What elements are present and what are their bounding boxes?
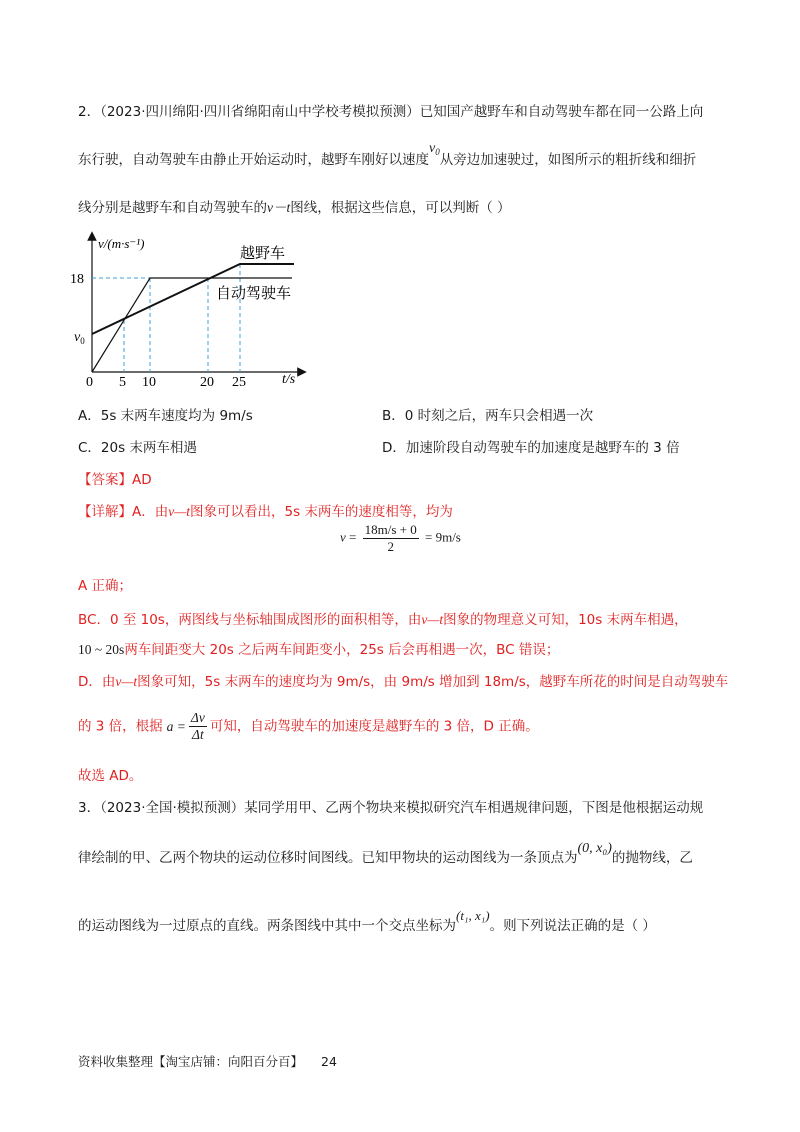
q3-source: （2023·全国·模拟预测）: [100, 800, 245, 816]
detail-a1: A．由: [132, 504, 169, 520]
graph-ylabel: v/(m·s⁻¹): [98, 236, 145, 251]
q3-line1: [78, 796, 703, 816]
q3-point: (t₁, x₁): [456, 908, 490, 923]
eq-num: 18m/s + 0: [364, 522, 417, 537]
q2-d-line1: [78, 670, 728, 690]
q2-v0: [429, 141, 440, 156]
q2-detail-a: [78, 500, 453, 520]
q2-line3: [78, 196, 511, 216]
q2-number: 2．: [78, 104, 101, 120]
q3-line2-b: 的抛物线，乙: [611, 850, 693, 866]
graph-yv0-symbol: v: [74, 330, 81, 345]
graph-yv0: [74, 330, 85, 346]
page-number: 24: [321, 1054, 337, 1069]
d2-b: 可知，自动驾驶车的加速度是越野车的 3 倍，D 正确。: [209, 718, 539, 735]
q2-line3-b: 图线，根据这些信息，可以判断（ ）: [290, 200, 511, 216]
detail-a2: 图象可以看出，5s 末两车的速度相等，均为: [190, 504, 453, 520]
q2-option-d[interactable]: D．加速阶段自动驾驶车的加速度是越野车的 3 倍: [382, 440, 680, 456]
bc2-range: 10 ~ 20s: [78, 642, 125, 657]
q2-line2-b: 从旁边加速驶过，如图所示的粗折线和细折: [439, 152, 697, 168]
vt-graph: [70, 228, 310, 388]
q3-line2: [78, 841, 693, 867]
q2-line2-a: 东行驶，自动驾驶车由静止开始运动时，越野车刚好以速度: [78, 152, 429, 168]
eq-den: 2: [387, 539, 394, 554]
q2-option-a[interactable]: A．5s 末两车速度均为 9m/s: [78, 408, 253, 424]
bc1-vt: v—t: [421, 612, 444, 627]
graph-x0: 0: [86, 375, 93, 388]
q2-conclusion: 故选 AD。: [78, 768, 143, 784]
q3-line3-a: 的运动图线为一过原点的直线。两条图线中其中一个交点坐标为: [78, 918, 456, 934]
q3-number: 3．: [78, 800, 101, 816]
graph-x20: 20: [200, 375, 214, 388]
d2-num: Δv: [190, 710, 205, 725]
eq-v: v: [340, 529, 346, 545]
bc1-b: 图象的物理意义可知，10s 末两车相遇，: [443, 612, 688, 628]
graph-x25: 25: [232, 375, 246, 388]
q3-vertex: (0, x₀): [577, 841, 612, 856]
q2-line3-a: 线分别是越野车和自动驾驶车的: [78, 200, 267, 216]
d2-den: Δt: [192, 727, 204, 742]
q2-line2: [78, 141, 697, 169]
detail-vt: v—t: [168, 504, 190, 519]
eq-fraction: [363, 522, 419, 555]
q2-d-line2: [78, 710, 539, 743]
label-offroad: 越野车: [240, 246, 286, 262]
d2-fraction: [189, 710, 207, 743]
label-auto: 自动驾驶车: [216, 286, 292, 302]
q2-option-b[interactable]: B．0 时刻之后，两车只会相遇一次: [382, 408, 594, 424]
q2-source: （2023·四川绵阳·四川省绵阳南山中学校考模拟预测）: [100, 104, 420, 120]
footer: [78, 1052, 337, 1070]
graph-y18: 18: [70, 272, 84, 287]
bc1-a: BC．0 至 10s，两图线与坐标轴围成图形的面积相等，由: [78, 612, 422, 628]
d1-vt: v—t: [115, 674, 138, 689]
q2-answer: 【答案】AD: [78, 472, 152, 488]
q2-line1: [78, 100, 703, 120]
q2-bc-line2: [78, 638, 559, 658]
d2-a-eq: a =: [166, 718, 186, 734]
bc2-b: 两车间距变大 20s 之后两车间距变小，25s 后会再相遇一次，BC 错误；: [124, 642, 560, 658]
graph-xlabel: t/s: [282, 372, 296, 387]
eq-result: = 9m/s: [425, 529, 461, 545]
q2-v0-symbol: v: [429, 141, 436, 156]
q2-bc-line1: [78, 608, 688, 628]
q3-line3: [78, 908, 656, 934]
q3-line3-b: 。则下列说法正确的是（ ）: [489, 918, 656, 934]
graph-x5: 5: [119, 375, 126, 388]
q2-a-correct: A 正确；: [78, 578, 133, 594]
graph-yv0-sub: 0: [80, 336, 85, 346]
q3-line1-text: 某同学用甲、乙两个物块来模拟研究汽车相遇规律问题，下图是他根据运动规: [244, 800, 704, 816]
d1-a: D．由: [78, 674, 116, 690]
q2-v0-sub: 0: [435, 147, 440, 157]
q2-line1-text: 已知国产越野车和自动驾驶车都在同一公路上向: [419, 104, 704, 120]
d2-a: 的 3 倍，根据: [78, 718, 163, 735]
q2-vt-symbol: v－t: [267, 200, 291, 215]
q2-equation: v = $\frac{18m/s + 0}{2}$ = 9m/s: [340, 522, 461, 554]
d1-b: 图象可知，5s 末两车的速度均为 9m/s，由 9m/s 增加到 18m/s，越野车所花的时间是自动驾驶车: [137, 674, 729, 690]
q2-option-c[interactable]: C．20s 末两车相遇: [78, 440, 197, 456]
graph-x10: 10: [142, 375, 156, 388]
footer-text: 资料收集整理【淘宝店铺：向阳百分百】: [78, 1054, 304, 1069]
q3-line2-a: 律绘制的甲、乙两个物块的运动位移时间图线。已知甲物块的运动图线为一条顶点为: [78, 850, 578, 866]
detail-label: 【详解】: [78, 504, 132, 520]
